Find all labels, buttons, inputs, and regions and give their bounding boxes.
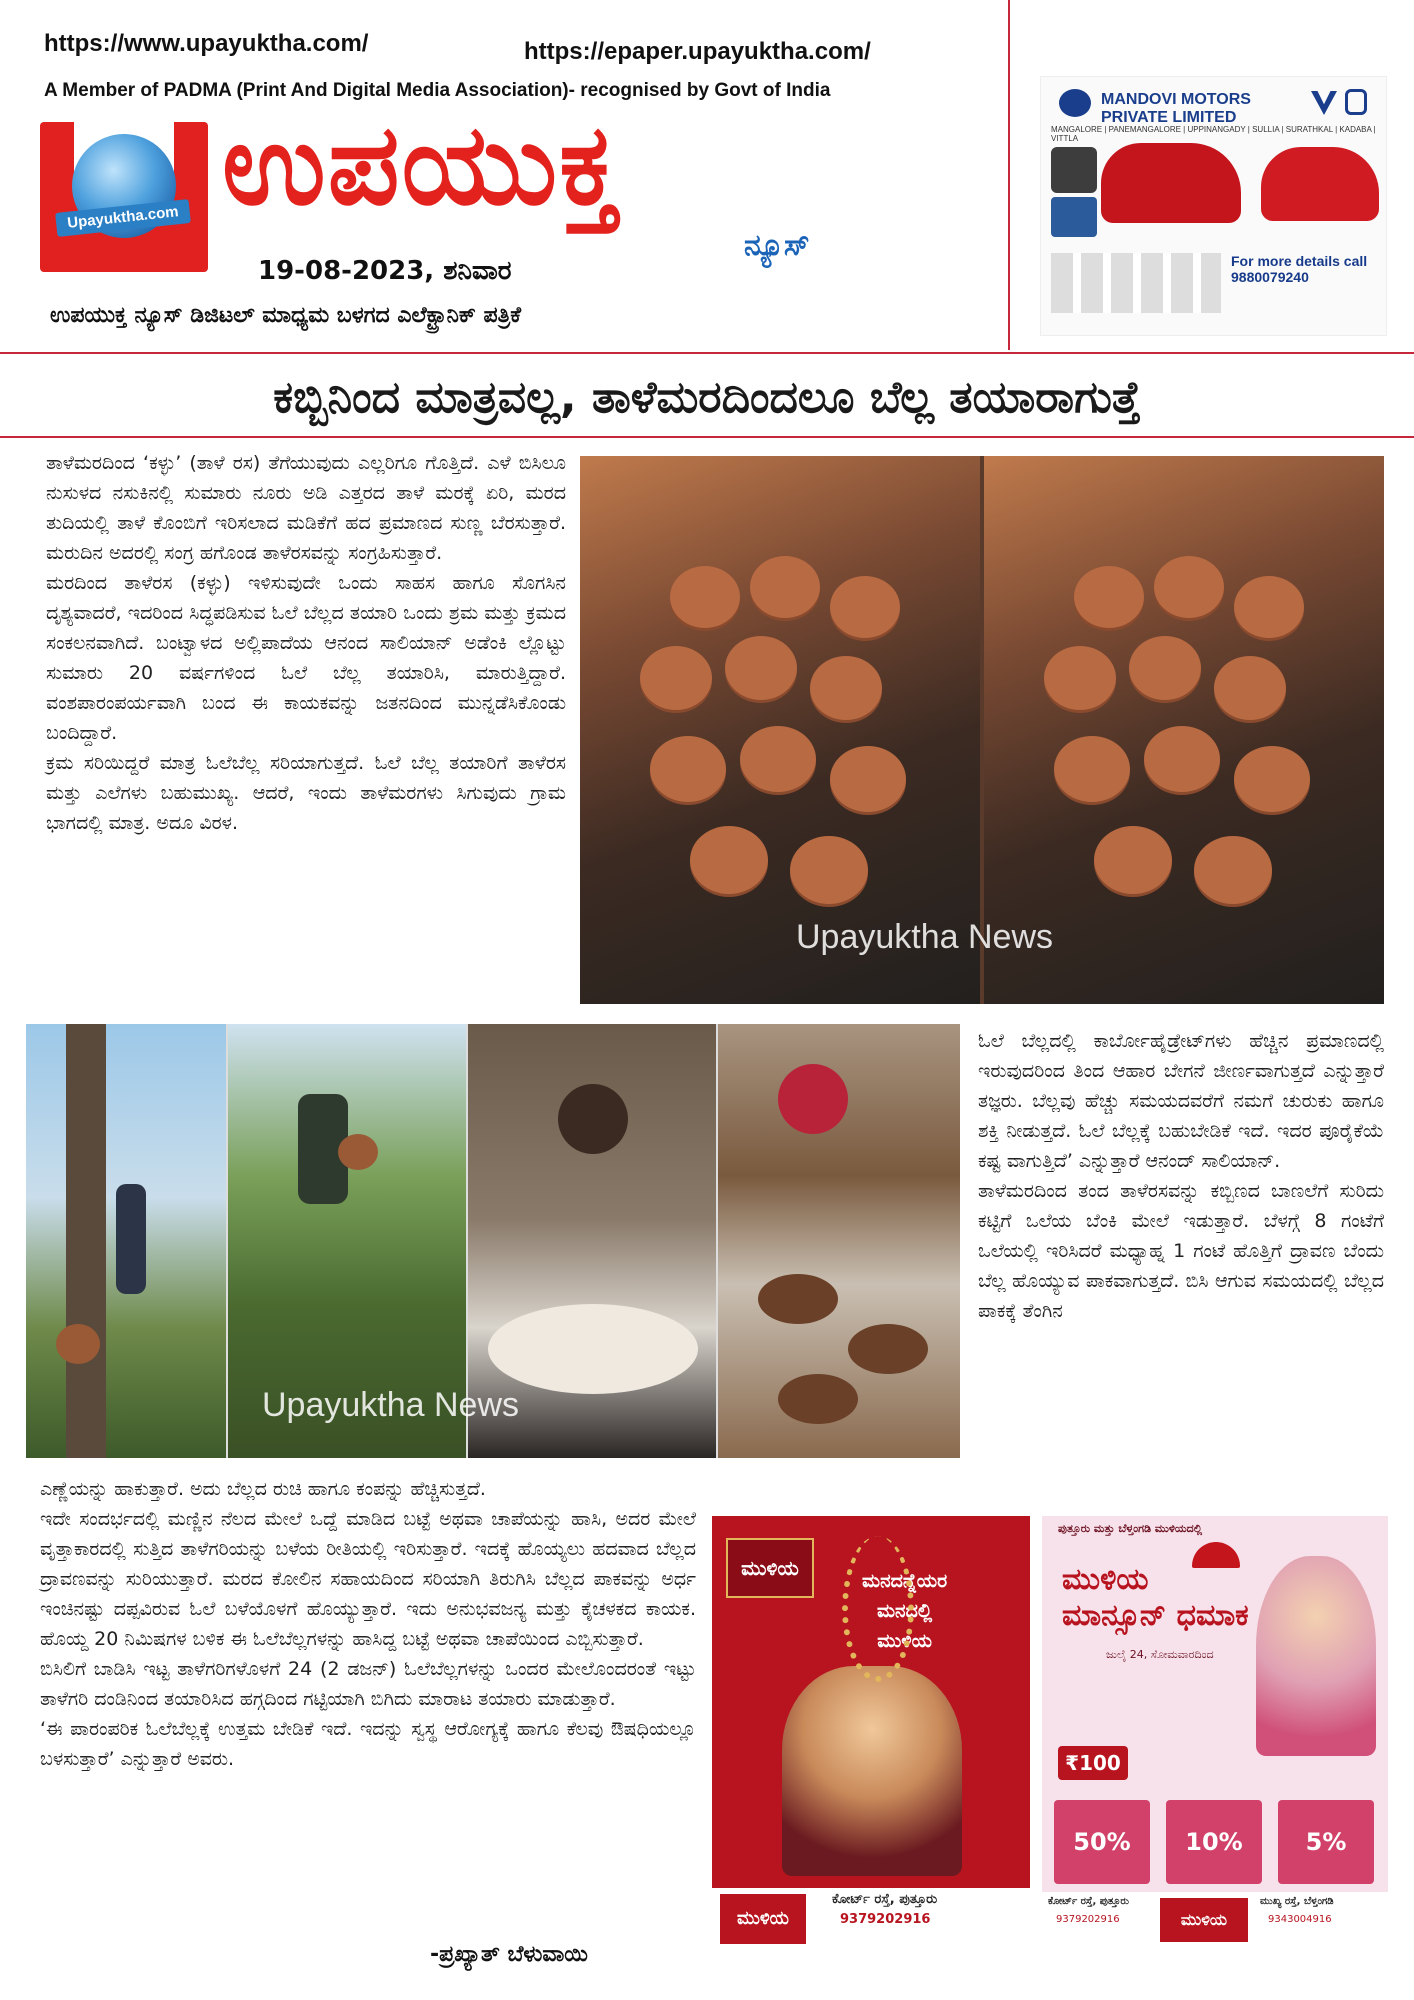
offer-50: 50% <box>1054 1800 1150 1884</box>
jaggery-photo-collage <box>580 456 1384 1004</box>
branch-phone: 9379202916 <box>840 1912 931 1927</box>
muliya-footer-logo-2: ಮುಳಿಯ <box>1160 1898 1248 1942</box>
paragraph-6: ಎಣ್ಣೆಯನ್ನು ಹಾಕುತ್ತಾರೆ. ಅದು ಬೆಲ್ಲದ ರುಚಿ ಹಾಗೂ ಕಂಪನ್ನು ಹೆಚ್ಚಿಸುತ್ತದೆ. <box>40 1478 486 1500</box>
masthead-subtitle: ನ್ಯೂಸ್ <box>744 228 810 263</box>
paragraph-3: ಕ್ರಮ ಸರಿಯಿದ್ದರೆ ಮಾತ್ರ ಓಲೆಬೆಲ್ಲ ಸರಿಯಾಗುತ್ತದೆ. ಓಲೆ ಬೆಲ್ಲ ತಯಾರಿಗೆ ತಾಳೆರಸ ಮತ್ತು ಎಲೆಗಳು ಬಹುಮುಖ್ಯ. ಆದರೆ, ಇಂದು ತಾಳೆಮರಗಳು ಸಿಗುವುದು ಗ್ರಾಮ ಭಾಗದಲ್ಲಿ ಮಾತ್ರ. ಅದೂ ವಿರಳ. <box>46 752 566 834</box>
muliya-logo: ಮುಳಿಯ <box>726 1538 814 1598</box>
paragraph-9: ‘ಈ ಪಾರಂಪರಿಕ ಓಲೆಬೆಲ್ಲಕ್ಕೆ ಉತ್ತಮ ಬೇಡಿಕೆ ಇದೆ. ಇದನ್ನು ಸ್ವಸ್ಥ ಆರೋಗ್ಯಕ್ಕೆ ಹಾಗೂ ಕೆಲವು ಔಷಧಿಯಲ್ಲೂ ಬಳಸುತ್ತಾರೆ’ ಎನ್ನುತ್ತಾರೆ ಅವರು. <box>40 1718 696 1770</box>
branch-a: ಕೋರ್ಟ್ ರಸ್ತೆ, ಪುತ್ತೂರು <box>1048 1896 1129 1907</box>
watermark-2: Upayuktha News <box>262 1386 520 1424</box>
branch-b: ಮುಖ್ಯ ರಸ್ತೆ, ಬೆಳ್ತಂಗಡಿ <box>1260 1896 1334 1907</box>
dealer-locations: MANGALORE | PANEMANGALORE | UPPINANGADY | SULLIA | SURATHKAL | KADABA | VITTLA <box>1051 125 1376 143</box>
ad-footer <box>712 1888 1030 1956</box>
issue-date: 19-08-2023, ಶನಿವಾರ <box>258 256 512 286</box>
model-image <box>1256 1556 1376 1756</box>
ad-slogan: ಮನದನ್ನೆಯರ ಮನದಲ್ಲಿ ಮುಳಿಯ <box>862 1570 948 1652</box>
model-with-jewellery-image <box>782 1666 962 1876</box>
tagline: ಉಪಯುಕ್ತ ನ್ಯೂಸ್ ಡಿಜಿಟಲ್ ಮಾಧ್ಯಮ ಬಳಗದ ಎಲೆಕ್ಟ್ರಾನಿಕ್ ಪತ್ರಿಕೆ <box>50 303 521 328</box>
paragraph-5: ತಾಳೆಮರದಿಂದ ತಂದ ತಾಳೆರಸವನ್ನು ಕಬ್ಬಿಣದ ಬಾಣಲೆಗೆ ಸುರಿದು ಕಟ್ಟಿಗೆ ಒಲೆಯ ಬೆಂಕಿ ಮೇಲೆ ಇಡುತ್ತಾರೆ. ಬೆಳಗ್ಗೆ 8 ಗಂಟೆಗೆ ಒಲೆಯಲ್ಲಿ ಇರಿಸಿದರೆ ಮಧ್ಯಾಹ್ನ 1 ಗಂಟೆ ಹೊತ್ತಿಗೆ ದ್ರಾವಣ ಬೆಂದು ಬೆಲ್ಲ ಹೊಯ್ಯುವ ಪಾಕವಾಗುತ್ತದೆ. ಬಿಸಿ ಆಗುವ ಸಮಯದಲ್ಲಿ ಬೆಲ್ಲದ ಪಾಕಕ್ಕೆ ತೆಂಗಿನ <box>978 1180 1384 1322</box>
header-rule <box>0 352 1414 354</box>
monsoon-title: ಮುಳಿಯ ಮಾನ್ಸೂನ್ ಧಮಾಕ <box>1062 1562 1249 1633</box>
muliya-jewellery-ad[interactable] <box>712 1516 1030 1956</box>
phone-b: 9343004916 <box>1268 1914 1332 1925</box>
red-swift-image <box>1261 147 1379 221</box>
padma-member-line: A Member of PADMA (Print And Digital Media Association)- recognised by Govt of India <box>44 80 831 101</box>
paragraph-4: ಓಲೆ ಬೆಲ್ಲದಲ್ಲಿ ಕಾರ್ಬೋಹೈಡ್ರೇಟ್‌ಗಳು ಹೆಚ್ಚಿನ ಪ್ರಮಾಣದಲ್ಲಿ ಇರುವುದರಿಂದ ತಿಂದ ಆಹಾರ ಬೇಗನೆ ಜೀರ್ಣವಾಗುತ್ತದೆ ಎನ್ನುತ್ತಾರೆ ತಜ್ಞರು. ಬೆಲ್ಲವು ಹೆಚ್ಚು ಸಮಯದವರೆಗೆ ನಮಗೆ ಚುರುಕು ಹಾಗೂ ಶಕ್ತಿ ನೀಡುತ್ತದೆ. ಓಲೆ ಬೆಲ್ಲಕ್ಕೆ ಬಹುಬೇಡಿಕೆ ಇದೆ. ಇದರ ಪೂರೈಕೆಯೆ ಕಷ್ಟ ವಾಗುತ್ತಿದೆ’ ಎನ್ನುತ್ತಾರೆ ಆನಂದ್ ಸಾಲಿಯಾನ್. <box>978 1030 1384 1172</box>
suzuki-logo-icon <box>1345 89 1367 115</box>
pouring-jaggery-photo <box>718 1024 960 1458</box>
paragraph-7: ಇದೇ ಸಂದರ್ಭದಲ್ಲಿ ಮಣ್ಣಿನ ನೆಲದ ಮೇಲೆ ಒದ್ದೆ ಮಾಡಿದ ಬಟ್ಟೆ ಅಥವಾ ಚಾಪೆಯನ್ನು ಹಾಸಿ, ಅದರ ಮೇಲೆ ವೃತ್ತಾಕಾರದಲ್ಲಿ ಸುತ್ತಿದ ತಾಳೆಗರಿಯನ್ನು ಬಳೆಯ ರೀತಿಯಲ್ಲಿ ಇರಿಸುತ್ತಾರೆ. ಇದಕ್ಕೆ ಹೊಯ್ಯಲು ಹದವಾದ ಬೆಲ್ಲದ ದ್ರಾವಣವನ್ನು ಸುರಿಯುತ್ತಾರೆ. ಮರದ ಕೋಲಿನ ಸಹಾಯದಿಂದ ಸರಿಯಾಗಿ ತಿರುಗಿಸಿ ಬೆಲ್ಲದ ಪಾಕವನ್ನು ಅರ್ಧ ಇಂಚಿನಷ್ಟು ದಪ್ಪವಿರುವ ಓಲೆ ಬಳೆಯೊಳಗೆ ಹೊಯ್ಯುತ್ತಾರೆ. ಇದು ಅನುಭವಜನ್ಯ ಮತ್ತು ಕೈಚಳಕದ ಕಾಯಕ. ಹೊಯ್ದ 20 ನಿಮಿಷಗಳ ಬಳಿಕ ಈ ಓಲೆಬೆಲ್ಲಗಳನ್ನು ಹಾಸಿದ್ದ ಬಟ್ಟೆ ಅಥವಾ ಚಾಪೆಯಿಂದ ಎಬ್ಬಿಸುತ್ತಾರೆ. <box>40 1508 696 1650</box>
offer-100: ₹100 <box>1058 1746 1128 1780</box>
qr-code-strip <box>1051 253 1221 313</box>
offer-5: 5% <box>1278 1800 1374 1884</box>
watermark: Upayuktha News <box>796 918 1054 956</box>
umbrella-icon <box>1192 1542 1240 1568</box>
logo-band: Upayuktha.com <box>55 199 191 237</box>
website-url[interactable]: https://www.upayuktha.com/ <box>44 30 369 57</box>
mandovi-logo-icon <box>1059 89 1091 117</box>
ad-right-footer <box>1042 1892 1388 1956</box>
call-to-action: For more details call 9880079240 <box>1231 253 1368 285</box>
paragraph-8: ಬಿಸಿಲಿಗೆ ಬಾಡಿಸಿ ಇಟ್ಟ ತಾಳೆಗರಿಗಳೊಳಗೆ 24 (2 ಡಜನ್) ಓಲೆಬೆಲ್ಲಗಳನ್ನು ಒಂದರ ಮೇಲೊಂದರಂತೆ ಇಟ್ಟು ತಾಳೆಗರಿ ದಂಡಿನಿಂದ ತಯಾರಿಸಿದ ಹಗ್ಗದಿಂದ ಗಟ್ಟಿಯಾಗಿ ಬಿಗಿದು ಮಾರಾಟ ತಯಾರು ಮಾಡುತ್ತಾರೆ. <box>40 1658 696 1710</box>
paragraph-1: ತಾಳೆಮರದಿಂದ ‘ಕಳ್ಳು’ (ತಾಳೆ ರಸ) ತೆಗೆಯುವುದು ಎಲ್ಲರಿಗೂ ಗೊತ್ತಿದೆ. ಎಳೆ ಬಿಸಿಲೂ ನುಸುಳದ ನಸುಕಿನಲ್ಲಿ ಸುಮಾರು ನೂರು ಅಡಿ ಎತ್ತರದ ತಾಳೆ ಮರಕ್ಕೆ ಏರಿ, ಮರದ ತುದಿಯಲ್ಲಿ ತಾಳೆ ಕೊಂಬಿಗೆ ಇರಿಸಲಾದ ಮಡಿಕೆಗೆ ಹದ ಪ್ರಮಾಣದ ಸುಣ್ಣ ಬೆರಸುತ್ತಾರೆ. ಮರುದಿನ ಅದರಲ್ಲಿ ಸಂಗ್ರ ಹಗೊಂಡ ತಾಳೆರಸವನ್ನು ಸಂಗ್ರಹಿಸುತ್ತಾರೆ. <box>46 452 566 564</box>
headline-rule <box>0 436 1414 438</box>
mandovi-motors-ad[interactable] <box>1040 76 1387 336</box>
article-author: -ಪ್ರಖ್ಯಾತ್ ಬೆಳುವಾಯಿ <box>430 1942 588 1967</box>
interior-photo <box>1051 147 1097 193</box>
offer-badge-icon <box>1051 197 1097 237</box>
paragraph-2: ಮರದಿಂದ ತಾಳೆರಸ (ಕಳ್ಳು) ಇಳಿಸುವುದೇ ಒಂದು ಸಾಹಸ ಹಾಗೂ ಸೊಗಸಿನ ದೃಶ್ಯವಾದರೆ, ಇದರಿಂದ ಸಿದ್ಧಪಡಿಸುವ ಓಲೆ ಬೆಲ್ಲದ ತಯಾರಿ ಒಂದು ಶ್ರಮ ಮತ್ತು ಕ್ರಮದ ಸಂಕಲನವಾಗಿದೆ. ಬಂಟ್ವಾಳದ ಅಲ್ಲಿಪಾದೆಯ ಆನಂದ ಸಾಲಿಯಾನ್ ಅಡೆಂಕಿ ಲ್ಲೊಟ್ಟು ಸುಮಾರು 20 ವರ್ಷಗಳಿಂದ ಓಲೆ ಬೆಲ್ಲ ತಯಾರಿಸಿ, ಮಾರುತ್ತಿದ್ದಾರೆ. ವಂಶಪಾರಂಪರ್ಯವಾಗಿ ಬಂದ ಈ ಕಾಯಕವನ್ನು ಜತನದಿಂದ ಮುನ್ನಡೆಸಿಕೊಂಡು ಬಂದಿದ್ದಾರೆ. <box>46 572 566 744</box>
process-photo-collage <box>26 1024 960 1458</box>
ad-top-line: ಪುತ್ತೂರು ಮತ್ತು ಬೆಳ್ತಂಗಡಿ ಮುಳಿಯದಲ್ಲಿ <box>1058 1522 1203 1535</box>
epaper-url[interactable]: https://epaper.upayuktha.com/ <box>524 38 871 65</box>
article-column-1 <box>46 448 566 838</box>
branch-address: ಕೋರ್ಟ್ ರಸ್ತೆ, ಪುತ್ತೂರು <box>832 1892 938 1907</box>
article-column-2 <box>978 1026 1384 1326</box>
masthead-title: ಉಪಯುಕ್ತ <box>222 100 621 230</box>
offer-dates: ಜುಲೈ 24, ಸೋಮವಾರದಿಂದ <box>1106 1648 1214 1661</box>
muliya-monsoon-ad[interactable] <box>1042 1516 1388 1956</box>
phone-a: 9379202916 <box>1056 1914 1120 1925</box>
nexa-logo-icon <box>1311 91 1337 115</box>
red-car-image <box>1101 143 1241 223</box>
muliya-footer-logo: ಮುಳಿಯ <box>720 1894 806 1944</box>
climber-photo <box>26 1024 226 1458</box>
offer-10: 10% <box>1166 1800 1262 1884</box>
article-column-3 <box>40 1474 696 1774</box>
mandovi-brand: MANDOVI MOTORS PRIVATE LIMITED <box>1101 91 1251 126</box>
header-divider <box>1008 0 1010 350</box>
necklace-graphic <box>842 1536 914 1682</box>
article-headline: ಕಬ್ಬಿನಿಂದ ಮಾತ್ರವಲ್ಲ, ತಾಳೆಮರದಿಂದಲೂ ಬೆಲ್ಲ ತಯಾರಾಗುತ್ತೆ <box>273 372 1141 423</box>
